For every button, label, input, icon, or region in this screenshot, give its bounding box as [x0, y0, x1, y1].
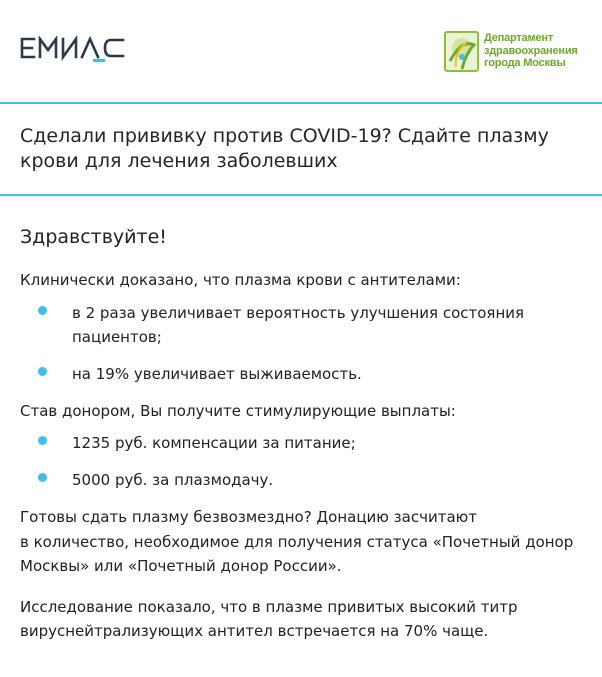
letter-body: [20, 224, 585, 644]
header: [0, 0, 602, 103]
moscow-emblem-icon: [444, 31, 480, 73]
list-item: [20, 468, 585, 492]
department-name: [484, 32, 578, 70]
department-line-3: города Москвы: [484, 57, 566, 69]
bullet-icon: [38, 306, 47, 315]
greeting: Здравствуйте!: [20, 226, 167, 248]
free-donation-line: Готовы сдать плазму безвозмездно? Донацию засчитают: [20, 508, 477, 526]
list-item-text: 5000 руб. за плазмодачу.: [72, 471, 274, 489]
research-paragraph: [20, 595, 585, 644]
list-item: [20, 362, 585, 386]
header-divider: [0, 102, 602, 104]
department-line-1: Департамент: [484, 32, 554, 44]
list-item: [20, 301, 585, 349]
free-donation-line: в количество, необходимое для получения статуса «Почетный донор: [20, 532, 574, 551]
emias-logo[interactable]: [20, 36, 132, 68]
bullet-icon: [38, 367, 47, 376]
bullet-icon: [38, 473, 47, 482]
list-item-text: в 2 раза увеличивает вероятность улучшения состояния пациентов;: [72, 303, 525, 346]
list-item: [20, 431, 585, 455]
donor-intro: Став донором, Вы получите стимулирующие выплаты:: [20, 401, 456, 420]
donor-payments-list: [20, 431, 585, 492]
clinical-intro: Клинически доказано, что плазма крови с антителами:: [20, 271, 461, 289]
department-logo[interactable]: [444, 31, 594, 73]
department-line-2: здравоохранения: [484, 44, 578, 57]
free-donation-line: Москвы» или «Почетный донор России».: [20, 557, 342, 575]
title-divider: [0, 194, 602, 196]
clinical-benefits-list: [20, 301, 585, 386]
list-item-text: на 19% увеличивает выживаемость.: [72, 364, 362, 383]
list-item-text: 1235 руб. компенсации за питание;: [72, 434, 356, 452]
page-title: Сделали прививку против COVID-19? Сдайте плазму крови для лечения заболевших: [20, 125, 549, 172]
emias-logo-mark: [20, 36, 132, 64]
research-line: Исследование показало, что в плазме привитых высокий титр: [20, 597, 518, 616]
free-donation-paragraph: [20, 505, 585, 579]
research-line: вируснейтрализующих антител встречается на 70% чаще.: [20, 622, 489, 640]
bullet-icon: [38, 436, 47, 445]
